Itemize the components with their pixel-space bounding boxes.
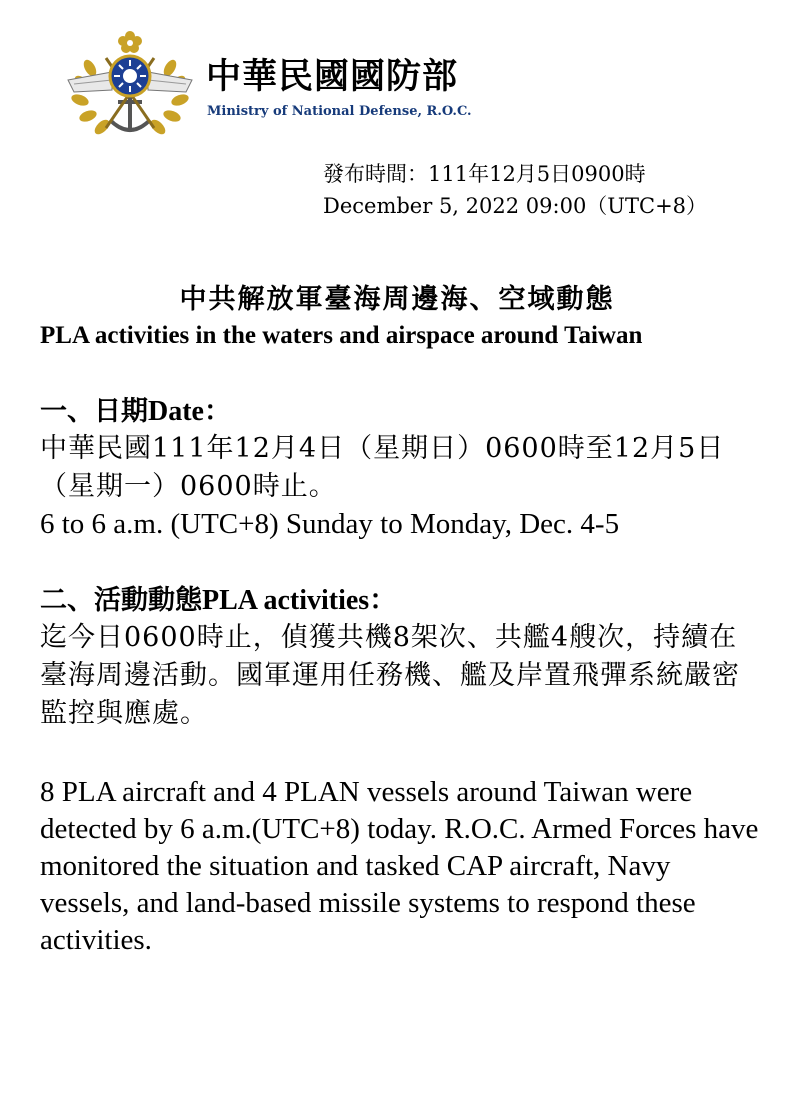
section-activities-heading-zh: 二、活動動態 [40, 585, 202, 616]
section-activities-heading-en: PLA activities [202, 585, 370, 616]
page-title-zh: 中共解放軍臺海周邊海、空域動態 [179, 284, 615, 315]
section-date-heading [40, 394, 760, 430]
org-name-zh: 中華民國國防部 [206, 57, 459, 97]
section-date-heading-suffix: ： [203, 396, 231, 427]
section-date-heading-zh: 一、日期 [40, 396, 148, 427]
section-date-body-zh: 中華民國111年12月4日（星期日）0600時至12月5日（星期一）0600時止。 [40, 433, 725, 502]
section-date [40, 394, 760, 543]
section-activities [40, 583, 760, 733]
section-activities-english [40, 774, 760, 959]
release-time-en: December 5, 2022 09:00（UTC+8） [323, 194, 708, 218]
section-activities-heading-suffix: ： [369, 585, 397, 616]
section-date-heading-en: Date [148, 396, 204, 427]
section-date-body-en: 6 to 6 a.m. (UTC+8) Sunday to Monday, Dec. 4-5 [40, 508, 620, 540]
mnd-emblem-icon [60, 28, 200, 140]
page-title-en: PLA activities in the waters and airspace around Taiwan [40, 322, 643, 349]
release-time-zh: 發布時間：111年12月5日0900時 [323, 162, 646, 186]
section-activities-body-en: 8 PLA aircraft and 4 PLAN vessels around Taiwan were detected by 6 a.m.(UTC+8) today. R.O.C. Armed Forces have monitored the situation and tasked CAP aircraft, Navy vessels, and land-based missile systems to respond these activities. [40, 776, 759, 956]
section-activities-heading [40, 583, 760, 619]
section-activities-body-zh: 迄今日0600時止，偵獲共機8架次、共艦4艘次，持續在臺海周邊活動。國軍運用任務機、艦及岸置飛彈系統嚴密監控與應處。 [40, 622, 740, 729]
org-name-en: Ministry of National Defense, R.O.C. [207, 104, 472, 119]
release-time [323, 158, 707, 222]
